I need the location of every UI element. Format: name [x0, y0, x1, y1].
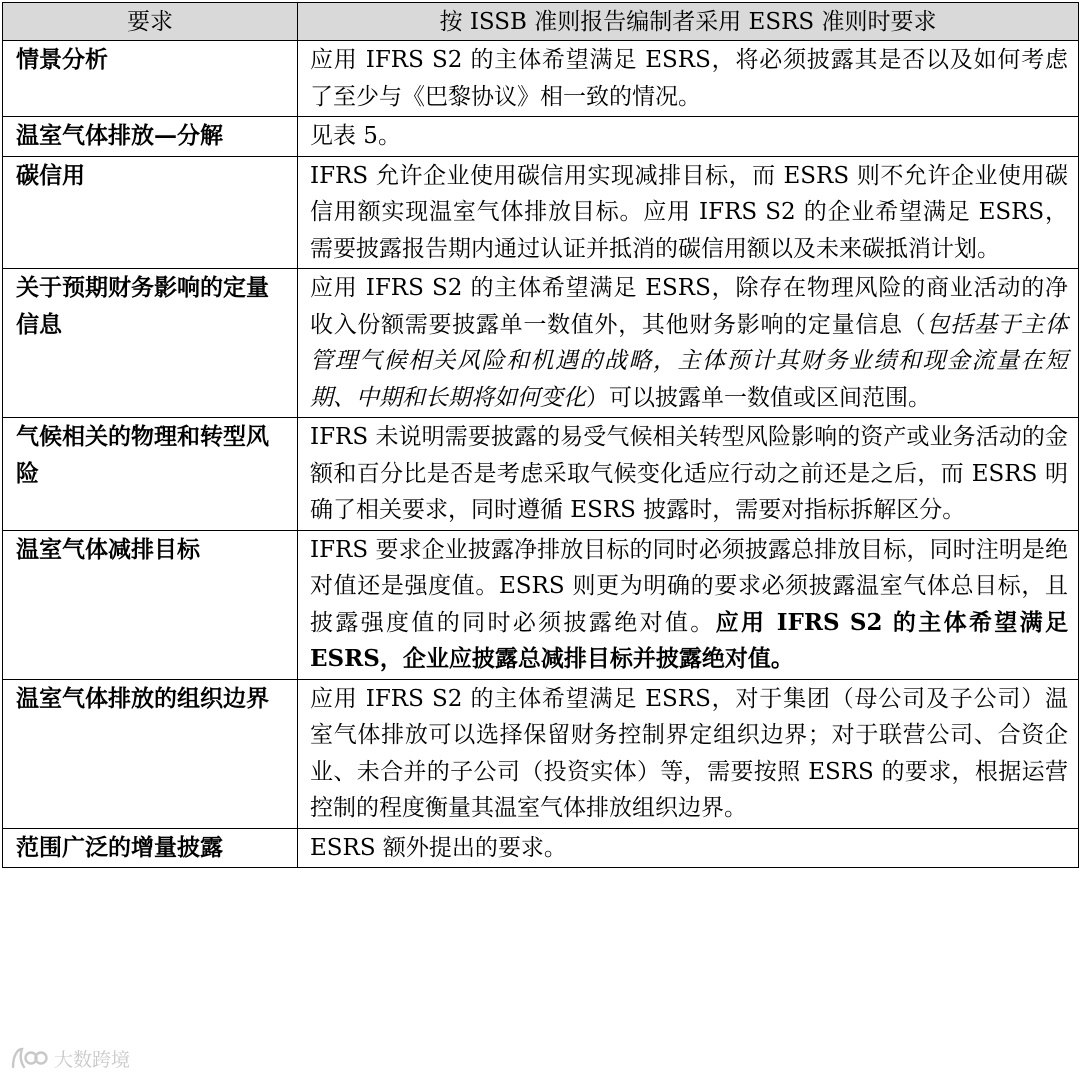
row-text-bold: 应用 IFRS S2 的主体希望满足 ESRS，企业应披露总减排目标并披露绝对值。 — [310, 608, 1069, 672]
table-row — [3, 828, 1079, 868]
row-text: IFRS 未说明需要披露的易受气候相关转型风险影响的资产或业务活动的金额和百分比是否是考虑采取气候变化适应行动之前还是之后，而 ESRS 明确了相关要求，同时遵循 ESRS 披露时，需要对指标拆解区分。 — [298, 418, 1079, 531]
table-row — [3, 679, 1079, 828]
row-label: 气候相关的物理和转型风险 — [3, 418, 298, 531]
logo-icon — [10, 1045, 48, 1071]
table-row — [3, 269, 1079, 418]
watermark — [10, 1043, 130, 1073]
row-text — [298, 530, 1079, 679]
row-label: 温室气体减排目标 — [3, 530, 298, 679]
row-text: 应用 IFRS S2 的主体希望满足 ESRS，将必须披露其是否以及如何考虑了至少与《巴黎协议》相一致的情况。 — [298, 41, 1079, 117]
requirements-table — [2, 2, 1079, 868]
table-header-row — [3, 3, 1079, 41]
row-text-part: 应用 IFRS S2 的主体希望满足 ESRS，除存在物理风险的商业活动的净收入份额需要披露单一数值外，其他财务影响的定量信息（ — [310, 275, 1068, 338]
row-text: 应用 IFRS S2 的主体希望满足 ESRS，对于集团（母公司及子公司）温室气体排放可以选择保留财务控制界定组织边界；对于联营公司、合资企业、未合并的子公司（投资实体）等，需要按照 ESRS 的要求，根据运营控制的程度衡量其温室气体排放组织边界。 — [298, 679, 1079, 828]
table-row — [3, 418, 1079, 531]
row-text: ESRS 额外提出的要求。 — [298, 828, 1079, 868]
row-label: 温室气体排放—分解 — [3, 117, 298, 157]
row-label: 关于预期财务影响的定量信息 — [3, 269, 298, 418]
table-row — [3, 156, 1079, 269]
row-label: 范围广泛的增量披露 — [3, 828, 298, 868]
row-label: 碳信用 — [3, 156, 298, 269]
row-text — [298, 269, 1079, 418]
watermark-text: 大数跨境 — [54, 1048, 131, 1071]
row-text-part: ）可以披露单一数值或区间范围。 — [586, 384, 931, 411]
row-text-italic: 包括基于主体管理气候相关风险和机遇的战略，主体预计其财务业绩和现金流量在短期、中期和长期将如何变化 — [310, 311, 1069, 411]
row-label: 情景分析 — [3, 41, 298, 117]
header-requirement: 要求 — [3, 3, 298, 41]
row-text: IFRS 允许企业使用碳信用实现减排目标，而 ESRS 则不允许企业使用碳信用额实现温室气体排放目标。应用 IFRS S2 的企业希望满足 ESRS，需要披露报告期内通过认证并抵消的碳信用额以及未来碳抵消计划。 — [298, 156, 1079, 269]
header-esrs-requirement: 按 ISSB 准则报告编制者采用 ESRS 准则时要求 — [298, 3, 1079, 41]
table-row — [3, 530, 1079, 679]
table-row — [3, 41, 1079, 117]
row-text-part: IFRS 要求企业披露净排放目标的同时必须披露总排放目标，同时注明是绝对值还是强度值。ESRS 则更为明确的要求必须披露温室气体总目标，且披露强度值的同时必须披露绝对值。 — [310, 536, 1068, 636]
row-label: 温室气体排放的组织边界 — [3, 679, 298, 828]
table-row — [3, 117, 1079, 157]
row-text: 见表 5。 — [298, 117, 1079, 157]
